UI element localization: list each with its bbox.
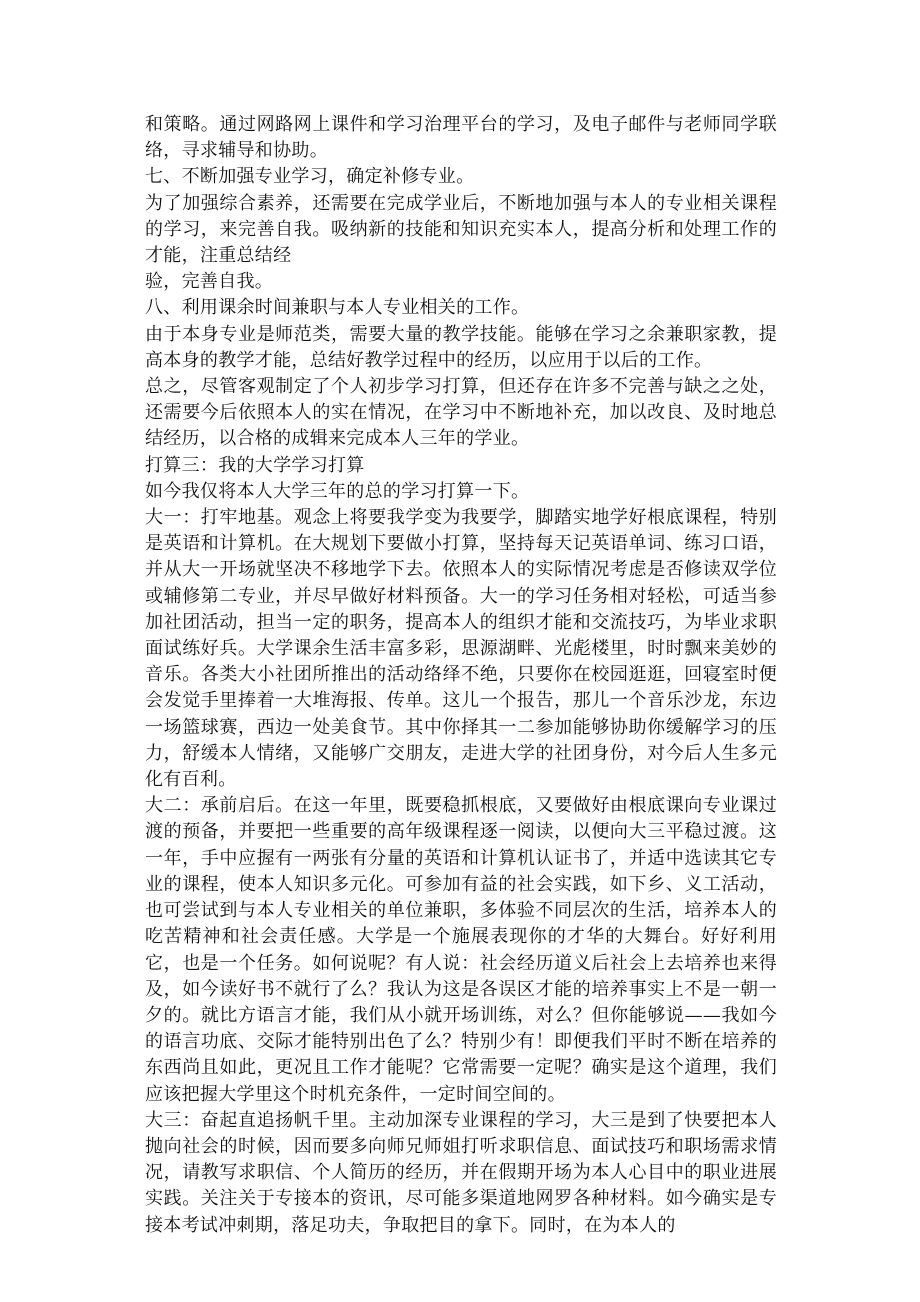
- heading-plan-three: 打算三：我的大学学习打算: [145, 454, 365, 476]
- paragraph-section-eight: 由于本身专业是师范类，需要大量的教学技能。能够在学习之余兼职家教，提高本身的教学才能，总结好教学过程中的经历，以应用于以后的工作。: [145, 323, 777, 371]
- paragraph-section-seven-tail: 验，完善自我。: [145, 271, 274, 293]
- heading-section-seven: 七、不断加强专业学习，确定补修专业。: [145, 166, 475, 188]
- paragraph-year-two: 大二：承前启后。在这一年里，既要稳抓根底，又要做好由根底课向专业课过渡的预备，并要把一些重要的高年级课程逐一阅读，以便向大三平稳过渡。这一年，手中应握有一两张有分量的英语和计算机认证书了，并适中选读其它专业的课程，使本人知识多元化。可参加有益的社会实践，如下乡、义工活动，也可尝试到与本人专业相关的单位兼职，多体验不同层次的生活，培养本人的吃苦精神和社会责任感。大学是一个施展表现你的才华的大舞台。好好利用它，也是一个任务。如何说呢？有人说：社会经历道义后社会上去培养也来得及，如今读好书不就行了么？我认为这是各误区才能的培养事实上不是一朝一夕的。就比方语言才能，我们从小就开场训练，对么？但你能够说——我如今的语言功底、交际才能特别出色了么？特别少有！即便我们平时不断在培养的东西尚且如此，更况且工作才能呢？它常需要一定呢？确实是这个道理，我们应该把握大学里这个时机充条件，一定时间空间的。: [145, 795, 777, 1105]
- paragraph-summary: 总之，尽管客观制定了个人初步学习打算，但还存在许多不完善与缺之之处，还需要今后依照本人的实在情况，在学习中不断地补充，加以改良、及时地总结经历，以合格的成辑来完成本人三年的学业。: [145, 376, 777, 450]
- heading-section-eight: 八、利用课余时间兼职与本人专业相关的工作。: [145, 297, 530, 319]
- paragraph-section-seven: 为了加强综合素养，还需要在完成学业后，不断地加强与本人的专业相关课程的学习，来完善自我。吸纳新的技能和知识充实本人，提高分析和处理工作的才能，注重总结经: [145, 192, 777, 267]
- paragraph-year-three: 大三：奋起直追扬帆千里。主动加深专业课程的学习，大三是到了快要把本人抛向社会的时候，因而要多向师兄师姐打听求职信息、面试技巧和职场需求情况，请教写求职信、个人简历的经历，并在假期开场为本人心目中的职业进展实践。关注关于专接本的资讯，尽可能多渠道地网罗各种材料。如今确实是专接本考试冲刺期，落足功夫，争取把目的拿下。同时，在为本人的: [145, 1109, 777, 1236]
- document-body: [145, 112, 777, 1239]
- paragraph-plan-intro: 如今我仅将本人大学三年的总的学习打算一下。: [145, 480, 530, 502]
- paragraph-intro-continuation: 和策略。通过网路网上课件和学习治理平台的学习，及电子邮件与老师同学联络，寻求辅导和协助。: [145, 114, 777, 162]
- paragraph-year-one: 大一：打牢地基。观念上将要我学变为我要学，脚踏实地学好根底课程，特别是英语和计算机。在大规划下要做小打算，坚持每天记英语单词、练习口语，并从大一开场就坚决不移地学下去。依照本人的实际情况考虑是否修读双学位或辅修第二专业，并尽早做好材料预备。大一的学习任务相对轻松，可适当参加社团活动，担当一定的职务，提高本人的组织才能和交流技巧，为毕业求职面试练好兵。大学课余生活丰富多彩，思源湖畔、光彪楼里，时时飘来美妙的音乐。各类大小社团所推出的活动络绎不绝，只要你在校园逛逛，回寝室时便会发觉手里捧着一大堆海报、传单。这儿一个报告，那儿一个音乐沙龙，东边一场篮球赛，西边一处美食节。其中你择其一二参加能够协助你缓解学习的压力，舒缓本人情绪，又能够广交朋友，走进大学的社团身份，对今后人生多元化有百利。: [145, 507, 777, 791]
